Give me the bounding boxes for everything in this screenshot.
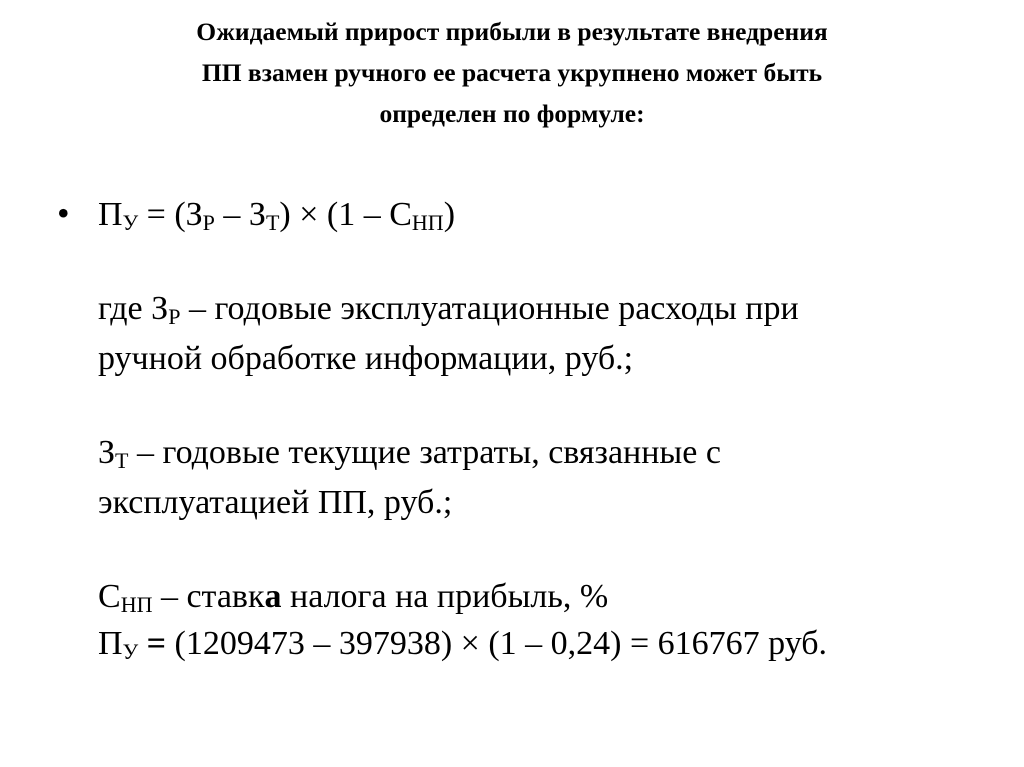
def-snp-text-bold: а: [264, 578, 282, 615]
def-zt-prefix: З: [98, 434, 116, 471]
result-text: (1209473 – 397938) × (1 – 0,24) = 616767 руб.: [166, 625, 828, 662]
def-snp-text-a: – ставк: [152, 578, 265, 615]
def-zt-subscript: Т: [115, 448, 129, 473]
formula-p-subscript: У: [122, 210, 139, 235]
def-snp-text-b: налога на прибыль, %: [281, 578, 609, 615]
def-zr-text: – годовые эксплуатационные расходы при: [180, 290, 799, 327]
slide-title: [60, 11, 964, 134]
definition-snp-line: [98, 572, 608, 625]
formula-snp-subscript: НП: [411, 210, 444, 235]
title-line-2: ПП взамен ручного ее расчета укрупнено может быть: [201, 58, 823, 87]
def-snp-prefix: С: [98, 578, 121, 615]
formula-close: ): [443, 196, 456, 233]
formula-zr-subscript: Р: [202, 210, 215, 235]
definition-zt-line-2: эксплуатацией ПП, руб.;: [98, 484, 453, 521]
def-zr-subscript: Р: [168, 304, 181, 329]
def-zr-prefix: где З: [98, 290, 169, 327]
definition-zr-line-1: [98, 284, 799, 337]
result-prefix: П: [98, 625, 123, 662]
definition-zt-line-1: [98, 428, 721, 481]
def-snp-subscript: НП: [120, 592, 153, 617]
title-line-3: определен по формуле:: [379, 99, 645, 128]
definition-zr-line-2: ручной обработке информации, руб.;: [98, 340, 634, 377]
bullet-marker: •: [57, 193, 70, 233]
result-line: [98, 619, 827, 672]
formula-eq-open: = (З: [138, 196, 203, 233]
def-zt-text: – годовые текущие затраты, связанные с: [128, 434, 721, 471]
formula-minus-z: – З: [214, 196, 266, 233]
formula-p: П: [98, 196, 123, 233]
formula-line: [98, 190, 455, 243]
formula-mid: ) × (1 – С: [279, 196, 412, 233]
formula-zt-subscript: Т: [265, 210, 280, 235]
result-subscript: У: [122, 639, 139, 664]
result-eq: =: [138, 625, 167, 662]
title-line-1: Ожидаемый прирост прибыли в результате внедрения: [196, 17, 828, 46]
